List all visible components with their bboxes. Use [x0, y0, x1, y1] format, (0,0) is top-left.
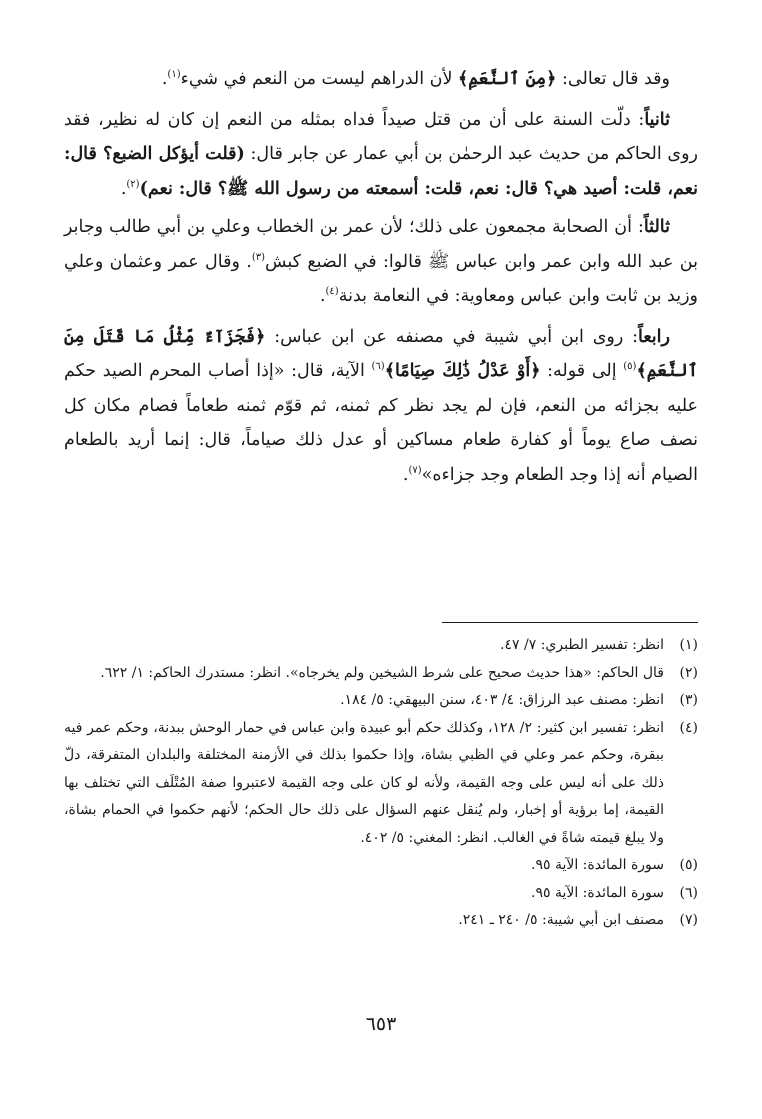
paragraph-2-label: ثانياً [644, 109, 670, 130]
footnote-ref-1: (١) [167, 69, 181, 81]
footnote-ref-4: (٤) [325, 286, 339, 298]
quran-quote: ﴿أَوْ عَدْلُ ذَٰلِكَ صِيَامًا﴾ [384, 361, 541, 381]
footnote-item [64, 880, 698, 908]
paragraph-4-text-3: الآية، قال: «إذا أصاب المحرم الصيد حكم عليه بجزائه من النعم، فإن لم يجد نظر كم ثمنه، ثم قوّم ثمنه طعاماً فصام مكان كل نصف صاع يوماً أو كفارة طعام مساكين أو عدل ذلك صياماً، قال: إنما أريد بالطعام الصيام أنه إذا وجد الطعام وجد جزاءه» [64, 361, 698, 485]
footnote-ref-7: (٧) [408, 464, 422, 476]
footnote-number: (٥) [679, 857, 698, 873]
footnote-ref-6: (٦) [371, 361, 385, 373]
paragraph-4-text-2: إلى قوله: [540, 361, 624, 381]
footnote-ref-5: (٥) [623, 361, 637, 373]
footnote-ref-3: (٣) [251, 251, 266, 263]
main-text [64, 62, 698, 498]
footnote-text: انظر: تفسير الطبري: ٧/ ٤٧. [500, 637, 664, 653]
hadith-quote: (قلت أيؤكل الضبع؟ قال: نعم، قلت: أصيد هي؟ قال: نعم، قلت: أسمعته من رسول الله ﷺ؟ قال: نعم) [64, 144, 698, 199]
footnote-number: (٢) [679, 664, 698, 681]
paragraph-3-end: . [319, 286, 326, 306]
footnote-item [64, 632, 698, 660]
footnote-text: انظر: تفسير ابن كثير: ٢/ ١٢٨، وكذلك حكم أبو عبيدة وابن عباس في حمار الوحش ببدنة، وحكم عمر فيه ببقرة، وحكم عمر وعلي في الظبي بشاة، وإذا حكموا بذلك في الأزمنة المختلفة والبلدان المتفرقة، دلّ ذلك على أنه ليس على وجه القيمة، ولأنه لو كان على وجه القيمة لاعتبروا صفة المُتْلَف التي تختلف بها القيمة، إما برؤية أو إخبار، ولم يُنقل عنهم السؤال على ذلك حال الحكم؛ لأنهم حكموا في الحمام بشاة، ولا يبلغ قيمته شاةً في الغالب. انظر: المغني: ٥/ ٤٠٢. [64, 719, 665, 846]
footnote-item [64, 687, 698, 715]
paragraph-2 [64, 103, 698, 207]
footnote-text: مصنف ابن أبي شيبة: ٥/ ٢٤٠ ـ ٢٤١. [458, 912, 664, 928]
paragraph-2-text: : دلّت السنة على أن من قتل صيداً فداه بمثله من النعم إن كان له نظير، فقد روى الحاكم من حديث عبد الرحمٰن بن أبي عمار عن جابر قال: [64, 109, 698, 164]
footnote-number: (٣) [679, 692, 698, 708]
paragraph-1-intro: وقد قال تعالى: [556, 69, 670, 89]
paragraph-3-text: : أن الصحابة مجمعون على ذلك؛ لأن عمر بن الخطاب وعلي بن أبي طالب وجابر بن عبد الله وابن عمر وابن عباس ﷺ قالوا: في الضبع كبش [64, 217, 698, 272]
quran-quote: ﴿فَجَزَآءٌ مِّثْلُ مَا قَتَلَ مِنَ ٱلنَّعَمِ﴾ [64, 326, 698, 381]
footnote-number: (١) [679, 637, 698, 653]
paragraph-4 [64, 320, 698, 493]
footnote-text: قال الحاكم: «هذا حديث صحيح على شرط الشيخين ولم يخرجاه». انظر: مستدرك الحاكم: ١/ ٦٢٢. [100, 664, 664, 681]
footnote-number: (٧) [679, 912, 698, 928]
footnote-text: سورة المائدة: الآية ٩٥. [531, 857, 664, 873]
footnote-item [64, 907, 698, 935]
paragraph-4-label: رابعاً [638, 326, 670, 347]
paragraph-1-text: لأن الدراهم ليست من النعم في شيء [180, 69, 459, 89]
footnote-number: (٤) [679, 719, 698, 736]
page-number: ٦٥٣ [365, 1013, 397, 1035]
paragraph-3-label: ثالثاً [643, 217, 670, 237]
paragraph-4-end: . [402, 464, 409, 485]
footnote-item [64, 715, 698, 853]
footnote-item [64, 660, 698, 688]
paragraph-2-end: . [120, 178, 127, 199]
footnote-item [64, 852, 698, 880]
paragraph-1 [64, 62, 698, 97]
footnote-text: انظر: مصنف عبد الرزاق: ٤/ ٤٠٣، سنن البيهقي: ٥/ ١٨٤. [340, 692, 664, 708]
paragraph-1-end: . [161, 69, 168, 89]
footnotes [64, 632, 698, 935]
paragraph-4-text: : روى ابن أبي شيبة في مصنفه عن ابن عباس: [265, 326, 639, 347]
footnote-number: (٦) [679, 884, 698, 901]
paragraph-3 [64, 210, 698, 314]
quran-quote: ﴿مِنَ ٱلنَّعَمِ﴾ [458, 69, 557, 89]
footnote-ref-2: (٢) [126, 178, 140, 190]
footnote-divider [442, 622, 698, 623]
footnote-text: سورة المائدة: الآية ٩٥. [531, 884, 664, 901]
paragraph-3-text-2: . وقال عمر وعثمان وعلي وزيد بن ثابت وابن عباس ومعاوية: في النعامة بدنة [64, 251, 698, 306]
